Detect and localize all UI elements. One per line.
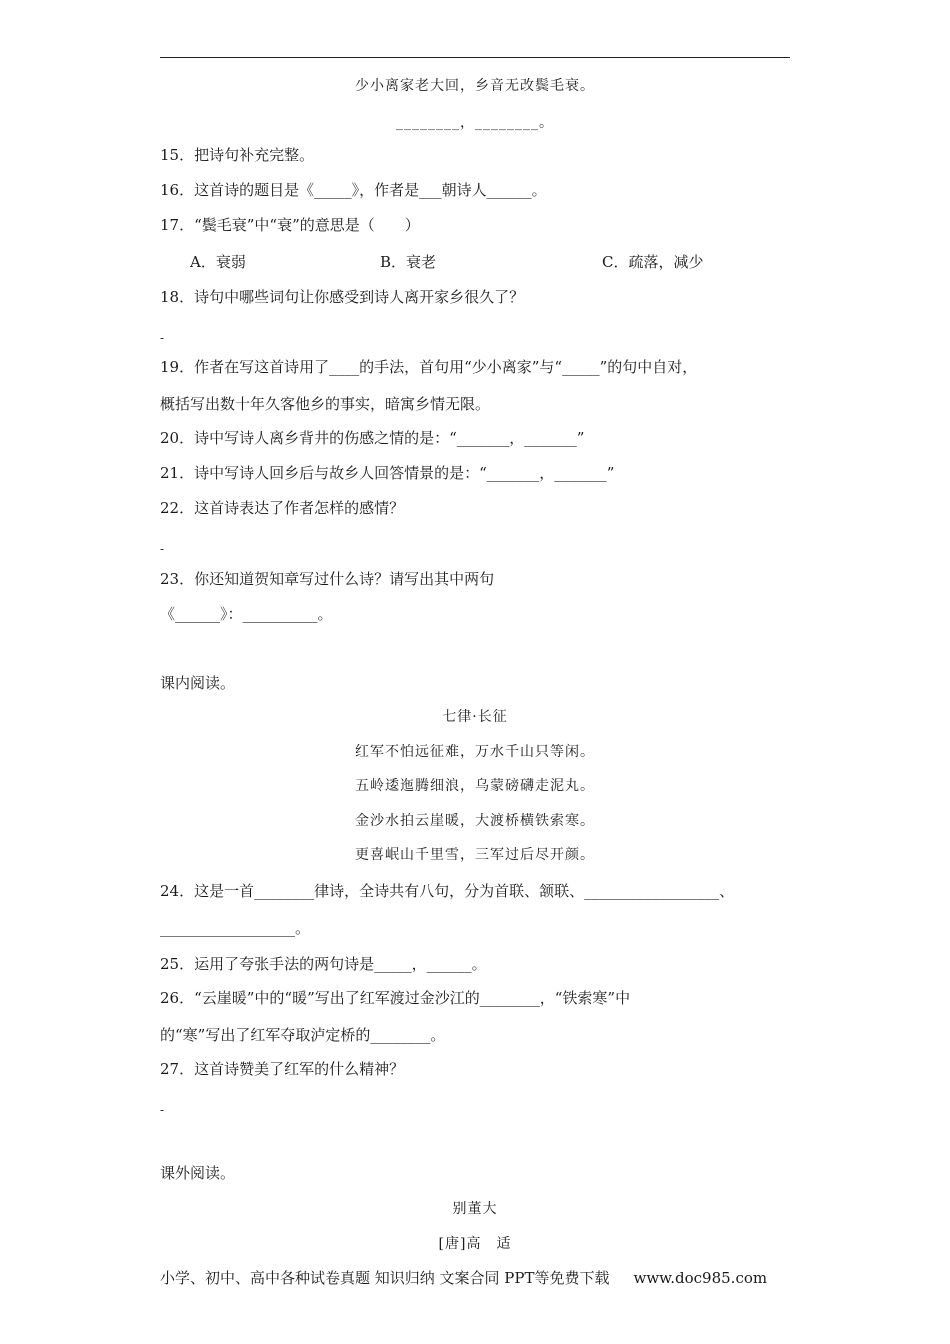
question-24-line1: 24．这是一首________律诗，全诗共有八句，分为首联、颔联、__________________、: [160, 882, 735, 900]
answer-dash-18: -: [160, 331, 165, 345]
section-in-class: 课内阅读。: [160, 674, 236, 692]
option-c: C．疏落，减少: [602, 253, 704, 271]
question-23-line1: 23．你还知道贺知章写过什么诗？请写出其中两句: [160, 570, 495, 588]
question-16: 16．这首诗的题目是《_____》，作者是___朝诗人______。: [160, 181, 547, 199]
question-17-options: [190, 252, 703, 272]
poem2-line-1: 红军不怕远征难，万水千山只等闲。: [355, 744, 595, 760]
section-extra: 课外阅读。: [160, 1164, 236, 1182]
question-17: 17．“鬓毛衰”中“衰”的意思是（ ）: [160, 216, 420, 234]
poem2-line-3: 金沙水拍云崖暖，大渡桥横铁索寒。: [355, 813, 595, 829]
poem2-line-2: 五岭逶迤腾细浪，乌蒙磅礴走泥丸。: [355, 778, 595, 794]
poem1-verse: 少小离家老大回，乡音无改鬓毛衰。: [355, 78, 595, 94]
answer-dash-27: -: [160, 1103, 165, 1117]
question-19-line2: 概括写出数十年久客他乡的事实，暗寓乡情无限。: [160, 395, 491, 413]
poem2-title: 七律·长征: [442, 709, 508, 725]
footer-text: 小学、初中、高中各种试卷真题 知识归纳 文案合同 PPT等免费下载: [160, 1269, 610, 1287]
option-b: B．衰老: [380, 253, 437, 271]
question-26-line1: 26．“云崖暖”中的“暖”写出了红军渡过金沙江的________，“铁索寒”中: [160, 989, 631, 1007]
question-15: 15．把诗句补充完整。: [160, 146, 315, 164]
question-24-line2: __________________。: [160, 919, 311, 937]
question-22: 22．这首诗表达了作者怎样的感情？: [160, 499, 405, 517]
footer-url[interactable]: www.doc985.com: [633, 1269, 768, 1287]
question-23-line2: 《______》：__________。: [160, 605, 333, 623]
footer: [160, 1268, 767, 1288]
question-18: 18．诗句中哪些词句让你感受到诗人离开家乡很久了？: [160, 288, 525, 306]
question-25: 25．运用了夸张手法的两句诗是_____，______。: [160, 955, 487, 973]
question-20: 20．诗中写诗人离乡背井的伤感之情的是：“_______，_______”: [160, 429, 585, 447]
question-26-line2: 的“寒”写出了红军夺取泸定桥的________。: [160, 1026, 446, 1044]
option-a: A．衰弱: [190, 253, 246, 271]
poem1-blank-line: ________，________。: [396, 115, 554, 131]
question-19-line1: 19．作者在写这首诗用了____的手法，首句用“少小离家”与“_____”的句中自对，: [160, 358, 698, 376]
question-27: 27．这首诗赞美了红军的什么精神？: [160, 1060, 405, 1078]
poem2-line-4: 更喜岷山千里雪，三军过后尽开颜。: [355, 847, 595, 863]
header-rule: [160, 57, 790, 58]
question-21: 21．诗中写诗人回乡后与故乡人回答情景的是：“_______，_______”: [160, 464, 615, 482]
answer-dash-22: -: [160, 542, 165, 556]
poem3-title: 别董大: [452, 1201, 498, 1217]
poem3-author: [唐]高 适: [438, 1236, 512, 1252]
